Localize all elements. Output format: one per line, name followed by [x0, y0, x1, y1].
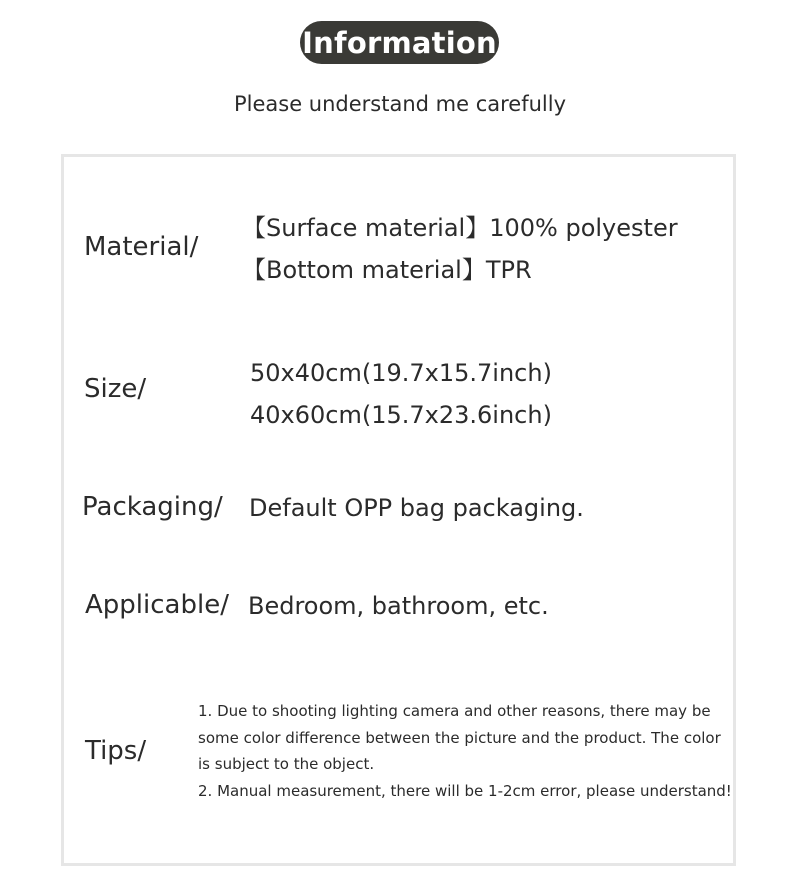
tips-line-1: 1. Due to shooting lighting camera and other reasons, there may be	[198, 702, 711, 720]
tips-label: Tips/	[85, 736, 147, 766]
packaging-value: Default OPP bag packaging.	[249, 494, 584, 522]
tips-text	[198, 698, 738, 804]
material-bottom-value: 【Bottom material】TPR	[242, 256, 532, 284]
size-option-1: 50x40cm(19.7x15.7inch)	[250, 359, 552, 387]
applicable-value: Bedroom, bathroom, etc.	[248, 592, 549, 620]
applicable-label: Applicable/	[85, 590, 229, 620]
tips-line-2: some color difference between the picture and the product. The color	[198, 728, 721, 747]
page-title: Information	[300, 21, 499, 64]
tips-line-3: is subject to the object.	[198, 755, 375, 773]
material-label: Material/	[84, 232, 199, 262]
size-option-2: 40x60cm(15.7x23.6inch)	[250, 401, 552, 429]
material-surface-value: 【Surface material】100% polyester	[242, 214, 678, 242]
page-subtitle: Please understand me carefully	[233, 92, 567, 116]
size-label: Size/	[84, 374, 147, 404]
packaging-label: Packaging/	[82, 492, 223, 522]
tips-line-4: 2. Manual measurement, there will be 1-2cm error, please understand!	[198, 781, 732, 800]
